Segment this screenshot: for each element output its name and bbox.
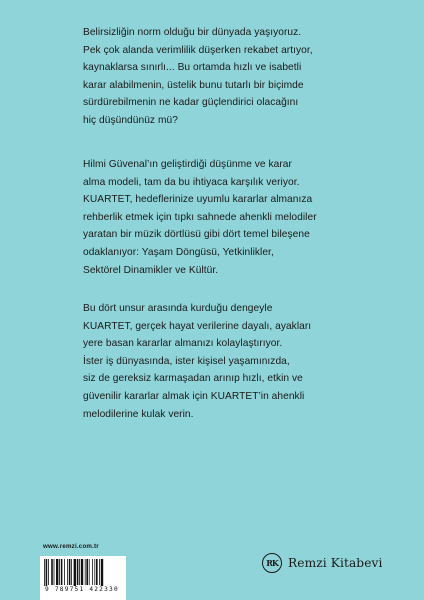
barcode-bar (51, 559, 53, 585)
barcode-bar (96, 559, 98, 585)
blurb-line: Belirsizliğin norm olduğu bir dünyada yaşıyoruz. (83, 27, 302, 38)
publisher-brand (262, 553, 383, 573)
blurb-line: Pek çok alanda verimlilik düşerken rekabet artıyor, (83, 44, 313, 56)
blurb-line: İster iş dünyasında, ister kişisel yaşamınızda, (83, 355, 290, 367)
blurb-line: yaratan bir müzik dörtlüsü gibi dört temel bileşene (83, 229, 310, 241)
blurb-line: kaynaklarsa sınırlı... Bu ortamda hızlı ve isabetli (83, 62, 302, 74)
blurb-line: KUARTET, hedeflerinize uyumlu kararlar almanıza (83, 194, 313, 206)
blurb-line: KUARTET, gerçek hayat verilerine dayalı, ayakları (83, 320, 312, 332)
barcode-bar (94, 559, 95, 585)
barcode-bar (77, 559, 79, 585)
barcode-bar (86, 559, 88, 585)
barcode-bar (99, 559, 100, 585)
publisher-name: Remzi Kitabevi (288, 556, 383, 570)
blurb-line: hiç düşündünüz mü? (83, 114, 178, 126)
isbn-barcode (40, 556, 126, 600)
barcode-bar (54, 559, 55, 585)
blurb-line: siz de gereksiz karmaşadan arınıp hızlı, etkin ve (83, 373, 303, 385)
barcode-bar (44, 559, 45, 587)
rk-logo-icon: RK (262, 553, 282, 573)
barcode-bar (89, 559, 90, 585)
barcode-bar (92, 559, 93, 585)
barcode-bar (46, 559, 48, 587)
barcode-bar (79, 559, 80, 585)
barcode-bar (85, 559, 86, 585)
barcode-bar (48, 559, 49, 585)
blurb-line: rehberlik etmek için tıpkı sahnede ahenkli melodiler (83, 211, 317, 223)
blurb-line: sürdürebilmenin ne kadar güçlendirici olacağını (83, 97, 299, 109)
blurb-line: alma modeli, tam da bu ihtiyaca karşılık veriyor. (83, 176, 300, 188)
blurb-line: yere basan kararlar almanızı kolaylaştırıyor. (83, 338, 283, 350)
blurb-line: güvenilir kararlar almak için KUARTET’in ahenkli (83, 390, 305, 402)
barcode-icon (40, 556, 126, 600)
blurb-paragraph-1 (83, 24, 383, 130)
blurb-line: Bu dört unsur arasında kurduğu dengeyle (83, 303, 273, 314)
blurb-paragraph-2 (83, 156, 383, 279)
barcode-bar (69, 559, 71, 585)
blurb-line: Sektörel Dinamikler ve Kültür. (83, 264, 219, 276)
barcode-bar (61, 559, 63, 585)
blurb-line: melodilerine kulak verin. (83, 408, 194, 420)
blurb-line: karar alabilmenin, üstelik bunu tutarlı bir biçimde (83, 79, 304, 91)
barcode-bar (59, 559, 60, 585)
isbn-number: 9 789751 422330 (45, 586, 119, 593)
barcode-bar (67, 559, 68, 585)
barcode-bar (81, 559, 83, 585)
barcode-bar (74, 559, 76, 587)
blurb-line: odaklanıyor: Yaşam Döngüsü, Yetkinlikler, (83, 246, 274, 258)
barcode-bar (71, 559, 72, 585)
blurb-line: Hilmi Güvenal’ın geliştirdiği düşünme ve karar (83, 159, 292, 170)
barcode-bar (56, 559, 58, 585)
barcode-bar (101, 559, 103, 587)
barcode-bar (64, 559, 65, 585)
blurb-paragraph-3 (83, 300, 383, 423)
publisher-website: www.remzi.com.tr (43, 543, 99, 550)
